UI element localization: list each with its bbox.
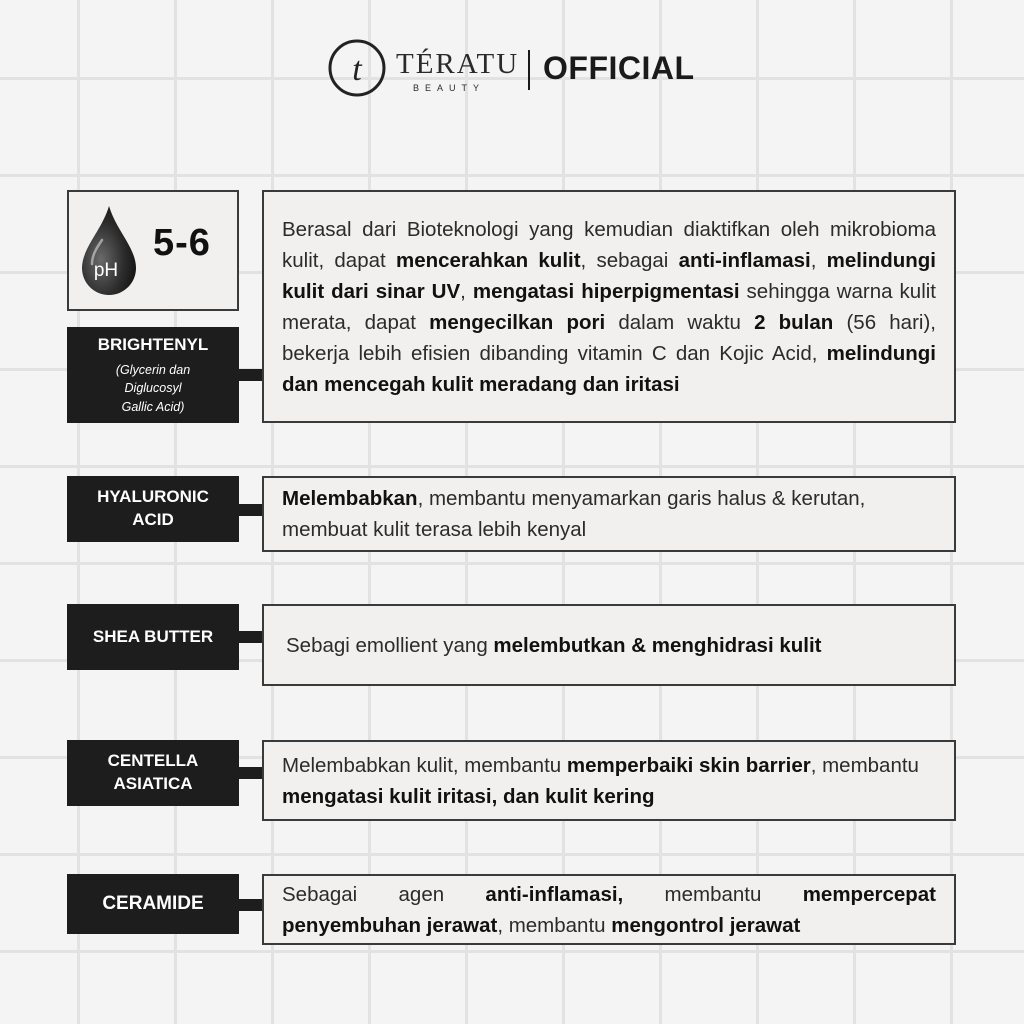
desc-bold-run: mencerahkan kulit xyxy=(395,248,581,272)
ingredient-label-ceramide xyxy=(67,874,239,934)
ph-drop-icon xyxy=(80,204,138,296)
ingredient-name: SHEA BUTTER xyxy=(92,626,214,646)
desc-run: , xyxy=(460,279,473,303)
ingredient-desc-centella-asiatica xyxy=(262,740,956,821)
desc-text xyxy=(282,750,936,812)
desc-run: Sebagai agen xyxy=(282,882,486,906)
desc-text xyxy=(282,214,936,400)
desc-bold-run: mengontrol jerawat xyxy=(611,913,801,937)
desc-text xyxy=(282,630,936,661)
ingredient-desc-hyaluronic-acid xyxy=(262,476,956,552)
ingredient-desc-shea-butter xyxy=(262,604,956,686)
desc-bold-run: melindungi dan mencegah kulit meradang dan iritasi xyxy=(282,341,936,396)
desc-text xyxy=(282,879,936,941)
desc-bold-run: mengatasi hiperpigmentasi xyxy=(472,279,740,303)
subtitle-line: Diglucosyl xyxy=(124,381,182,396)
desc-run: sehingga warna kulit merata, dapat xyxy=(282,279,936,334)
teratu-logo-icon xyxy=(327,38,387,98)
ingredient-label-hyaluronic-acid xyxy=(67,476,239,542)
desc-bold-run: anti-inflamasi xyxy=(678,248,811,272)
subtitle-line: Gallic Acid) xyxy=(121,399,185,414)
desc-bold-run: memperbaiki skin barrier xyxy=(566,753,811,777)
ingredient-subtitle xyxy=(116,361,190,415)
desc-run: (56 hari), bekerja lebih efisien dibanding vitamin C dan Kojic Acid, xyxy=(282,310,936,365)
ingredient-label-brightenyl xyxy=(67,327,239,423)
ingredient-name: BRIGHTENYL xyxy=(97,335,209,355)
ingredient-desc-ceramide xyxy=(262,874,956,945)
ingredient-name: CENTELLA ASIATICA xyxy=(107,751,199,793)
desc-bold-run: melindungi kulit dari sinar UV xyxy=(282,248,936,303)
desc-run: , sebagai xyxy=(580,248,679,272)
connector-line xyxy=(238,899,264,911)
connector-line xyxy=(238,369,264,381)
ingredient-label-shea-butter xyxy=(67,604,239,670)
official-label: OFFICIAL xyxy=(543,50,695,86)
desc-run: Sebagi emollient yang xyxy=(286,633,494,657)
desc-bold-run: melembutkan & menghidrasi kulit xyxy=(493,633,822,657)
desc-run: , membantu menyamarkan garis halus & kerutan, membuat kulit terasa lebih kenyal xyxy=(282,487,866,541)
subtitle-line: (Glycerin dan xyxy=(115,363,191,378)
desc-run: membantu xyxy=(623,882,803,906)
header xyxy=(0,36,1024,106)
ingredient-name: HYALURONIC ACID xyxy=(97,487,209,529)
connector-line xyxy=(238,504,264,516)
desc-run: , membantu xyxy=(810,753,919,777)
desc-bold-run: mengatasi kulit iritasi, dan kulit kering xyxy=(282,784,655,808)
header-divider xyxy=(528,50,530,90)
desc-run: , membantu xyxy=(497,913,612,937)
desc-run: dalam waktu xyxy=(605,310,755,334)
desc-bold-run: anti-inflamasi, xyxy=(485,882,624,906)
connector-line xyxy=(238,767,264,779)
desc-run: Berasal dari Bioteknologi yang kemudian diaktifkan oleh mikrobioma kulit, dapat xyxy=(282,217,936,272)
desc-bold-run: 2 bulan xyxy=(754,310,834,334)
desc-text xyxy=(282,483,936,545)
ph-range: 5-6 xyxy=(153,222,211,264)
desc-bold-run: Melembabkan xyxy=(282,487,418,510)
desc-bold-run: mempercepat penyembuhan jerawat xyxy=(282,882,937,937)
ingredient-label-centella-asiatica xyxy=(67,740,239,806)
brand-subtitle: BEAUTY xyxy=(413,83,486,93)
connector-line xyxy=(238,631,264,643)
ingredient-desc-brightenyl xyxy=(262,190,956,423)
desc-bold-run: mengecilkan pori xyxy=(429,310,606,334)
brand-name: TÉRATU xyxy=(396,48,520,80)
svg-text:pH: pH xyxy=(93,260,119,281)
ph-box xyxy=(67,190,239,311)
svg-text:t: t xyxy=(352,51,362,88)
ingredient-name: CERAMIDE xyxy=(102,893,204,915)
desc-run: Melembabkan kulit, membantu xyxy=(282,753,567,777)
desc-run: , xyxy=(810,248,827,272)
